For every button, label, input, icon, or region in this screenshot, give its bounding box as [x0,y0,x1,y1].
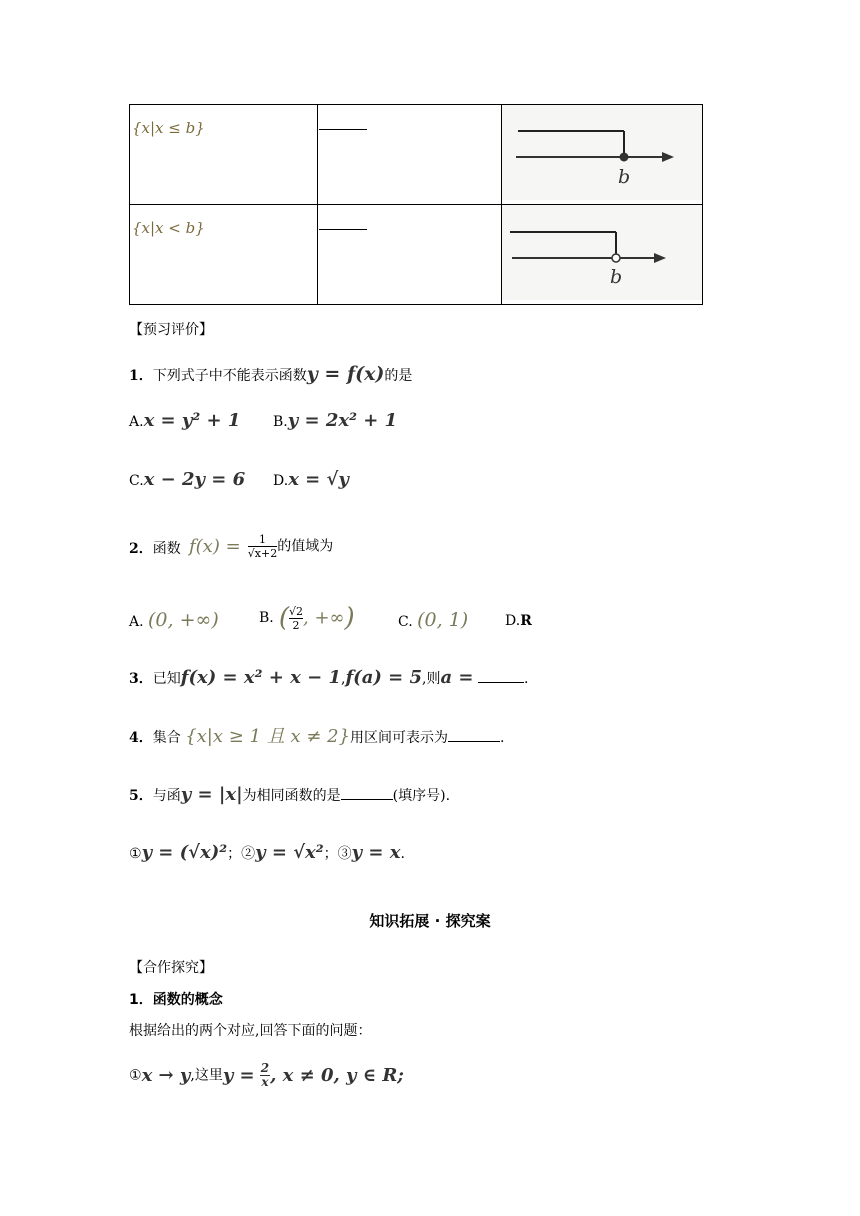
option-label: D. [505,613,521,629]
option-d [273,470,349,491]
question-text: . [523,671,529,687]
answer-blank [319,129,367,130]
open-endpoint-icon [612,254,620,262]
question-number: 4． [129,730,153,746]
item-math: , x ≠ 0, y ∈ R; [270,1065,404,1086]
question-1 [129,364,412,386]
number-line-cell [502,205,703,305]
question-text: 函数 [152,541,181,557]
question-5 [129,785,450,806]
answer-blank [478,668,524,683]
interval-table [129,104,703,305]
option-label: C. [398,614,413,630]
answer-blank [319,229,367,230]
question-number: 5． [129,788,153,804]
option-math: x − 2y = 6 [143,469,246,490]
interval-cell [318,205,502,305]
answer-blank [341,785,393,800]
subsection-title: 函数的概念 [152,992,223,1008]
subsection-desc: 根据给出的两个对应,回答下面的问题： [129,1023,372,1039]
question-text: 已知 [152,671,181,687]
subsection-number: 1． [129,992,153,1008]
question-number: 3． [129,671,153,687]
question-number: 2． [129,541,153,557]
option-a [129,610,219,632]
answer-blank [448,727,500,742]
option-label: B. [259,610,274,626]
number-line-cell [502,105,703,205]
question-text: ,则 [422,671,441,687]
question-5-options [129,843,405,864]
question-math: y = f(x) [306,363,385,385]
fraction [289,605,303,632]
paren-icon: ) [344,603,355,633]
option-math: , +∞ [303,607,345,629]
question-text: 用区间可表示为 [350,730,449,746]
item-mark: ① [129,1067,142,1084]
question-2-math [189,533,333,560]
fraction [260,1062,270,1089]
question-math: {x|x ≥ 1 且 x ≠ 2} [185,726,351,747]
option-b [259,603,355,633]
fraction-denominator: √x+2 [247,547,278,560]
set-cell [130,205,318,305]
option-a [129,411,240,432]
fraction-numerator: 1 [248,533,277,547]
option-mark: ② [241,846,256,862]
section-title: 知识拓展 · 探究案 [369,912,491,930]
option-d [505,611,532,631]
option-value: R [520,613,532,629]
question-text: 集合 [152,730,181,746]
option-c [129,470,245,491]
option-label: D. [273,473,289,489]
option-label: A. [129,414,144,430]
closed-endpoint-icon [620,153,629,162]
fraction-numerator: 2 [260,1061,270,1075]
endpoint-label: b [618,166,631,188]
fraction-numerator: √2 [289,604,304,618]
option-math: (0, 1) [417,609,469,631]
question-4 [129,727,504,748]
fraction [248,533,277,560]
question-2 [129,539,181,559]
question-math: f(a) = 5 [345,667,423,688]
option-math: y = (√x)² [141,842,228,863]
question-text: . [500,730,505,746]
option-sep: . [400,846,405,862]
question-math: a = [440,667,474,688]
question-text: 的是 [384,368,413,384]
question-text: , [340,671,346,687]
number-line-closed [502,105,702,200]
preview-heading: 【预习评价】 [129,322,213,338]
question-math: f(x) = x² + x − 1 [180,667,341,688]
item-1 [129,1062,404,1089]
option-mark: ① [129,846,142,862]
set-notation: {x|x < b} [132,219,205,237]
endpoint-label: b [610,266,623,288]
question-text: (填序号). [392,788,451,804]
question-3 [129,668,528,689]
question-text: 为相同函数的是 [242,788,341,804]
function-lhs: f(x) = [189,536,241,557]
fraction-denominator: x [261,1075,269,1089]
option-mark: ③ [337,846,352,862]
question-math: y = |x| [180,784,243,805]
set-cell [130,105,318,205]
table-row [130,105,703,205]
table-row [130,205,703,305]
item-math: x → y [141,1065,191,1086]
option-math: y = x [351,842,401,863]
question-text: 下列式子中不能表示函数 [152,368,307,384]
set-notation: {x|x ≤ b} [132,119,205,137]
option-math: (0, +∞) [148,609,219,631]
option-math: y = √x² [255,842,324,863]
option-sep: ； [227,846,242,862]
interval-cell [318,105,502,205]
item-text: ,这里 [190,1067,223,1084]
option-b [273,411,397,432]
paren-icon: ( [278,603,289,633]
question-text: 与函 [152,788,181,804]
subsection-1-title [129,990,223,1010]
number-line-open [502,205,702,300]
option-label: B. [273,414,288,430]
option-label: A. [129,614,144,630]
option-math: x = y² + 1 [143,410,241,431]
fraction-denominator: 2 [292,618,300,632]
option-c [398,610,468,632]
question-text: 的值域为 [277,538,334,555]
item-math: y = [222,1065,255,1086]
option-math: y = 2x² + 1 [287,410,398,431]
question-number: 1． [129,368,153,384]
option-label: C. [129,473,144,489]
option-sep: ； [323,846,338,862]
option-math: x = √y [288,469,349,490]
coop-heading: 【合作探究】 [129,960,213,976]
